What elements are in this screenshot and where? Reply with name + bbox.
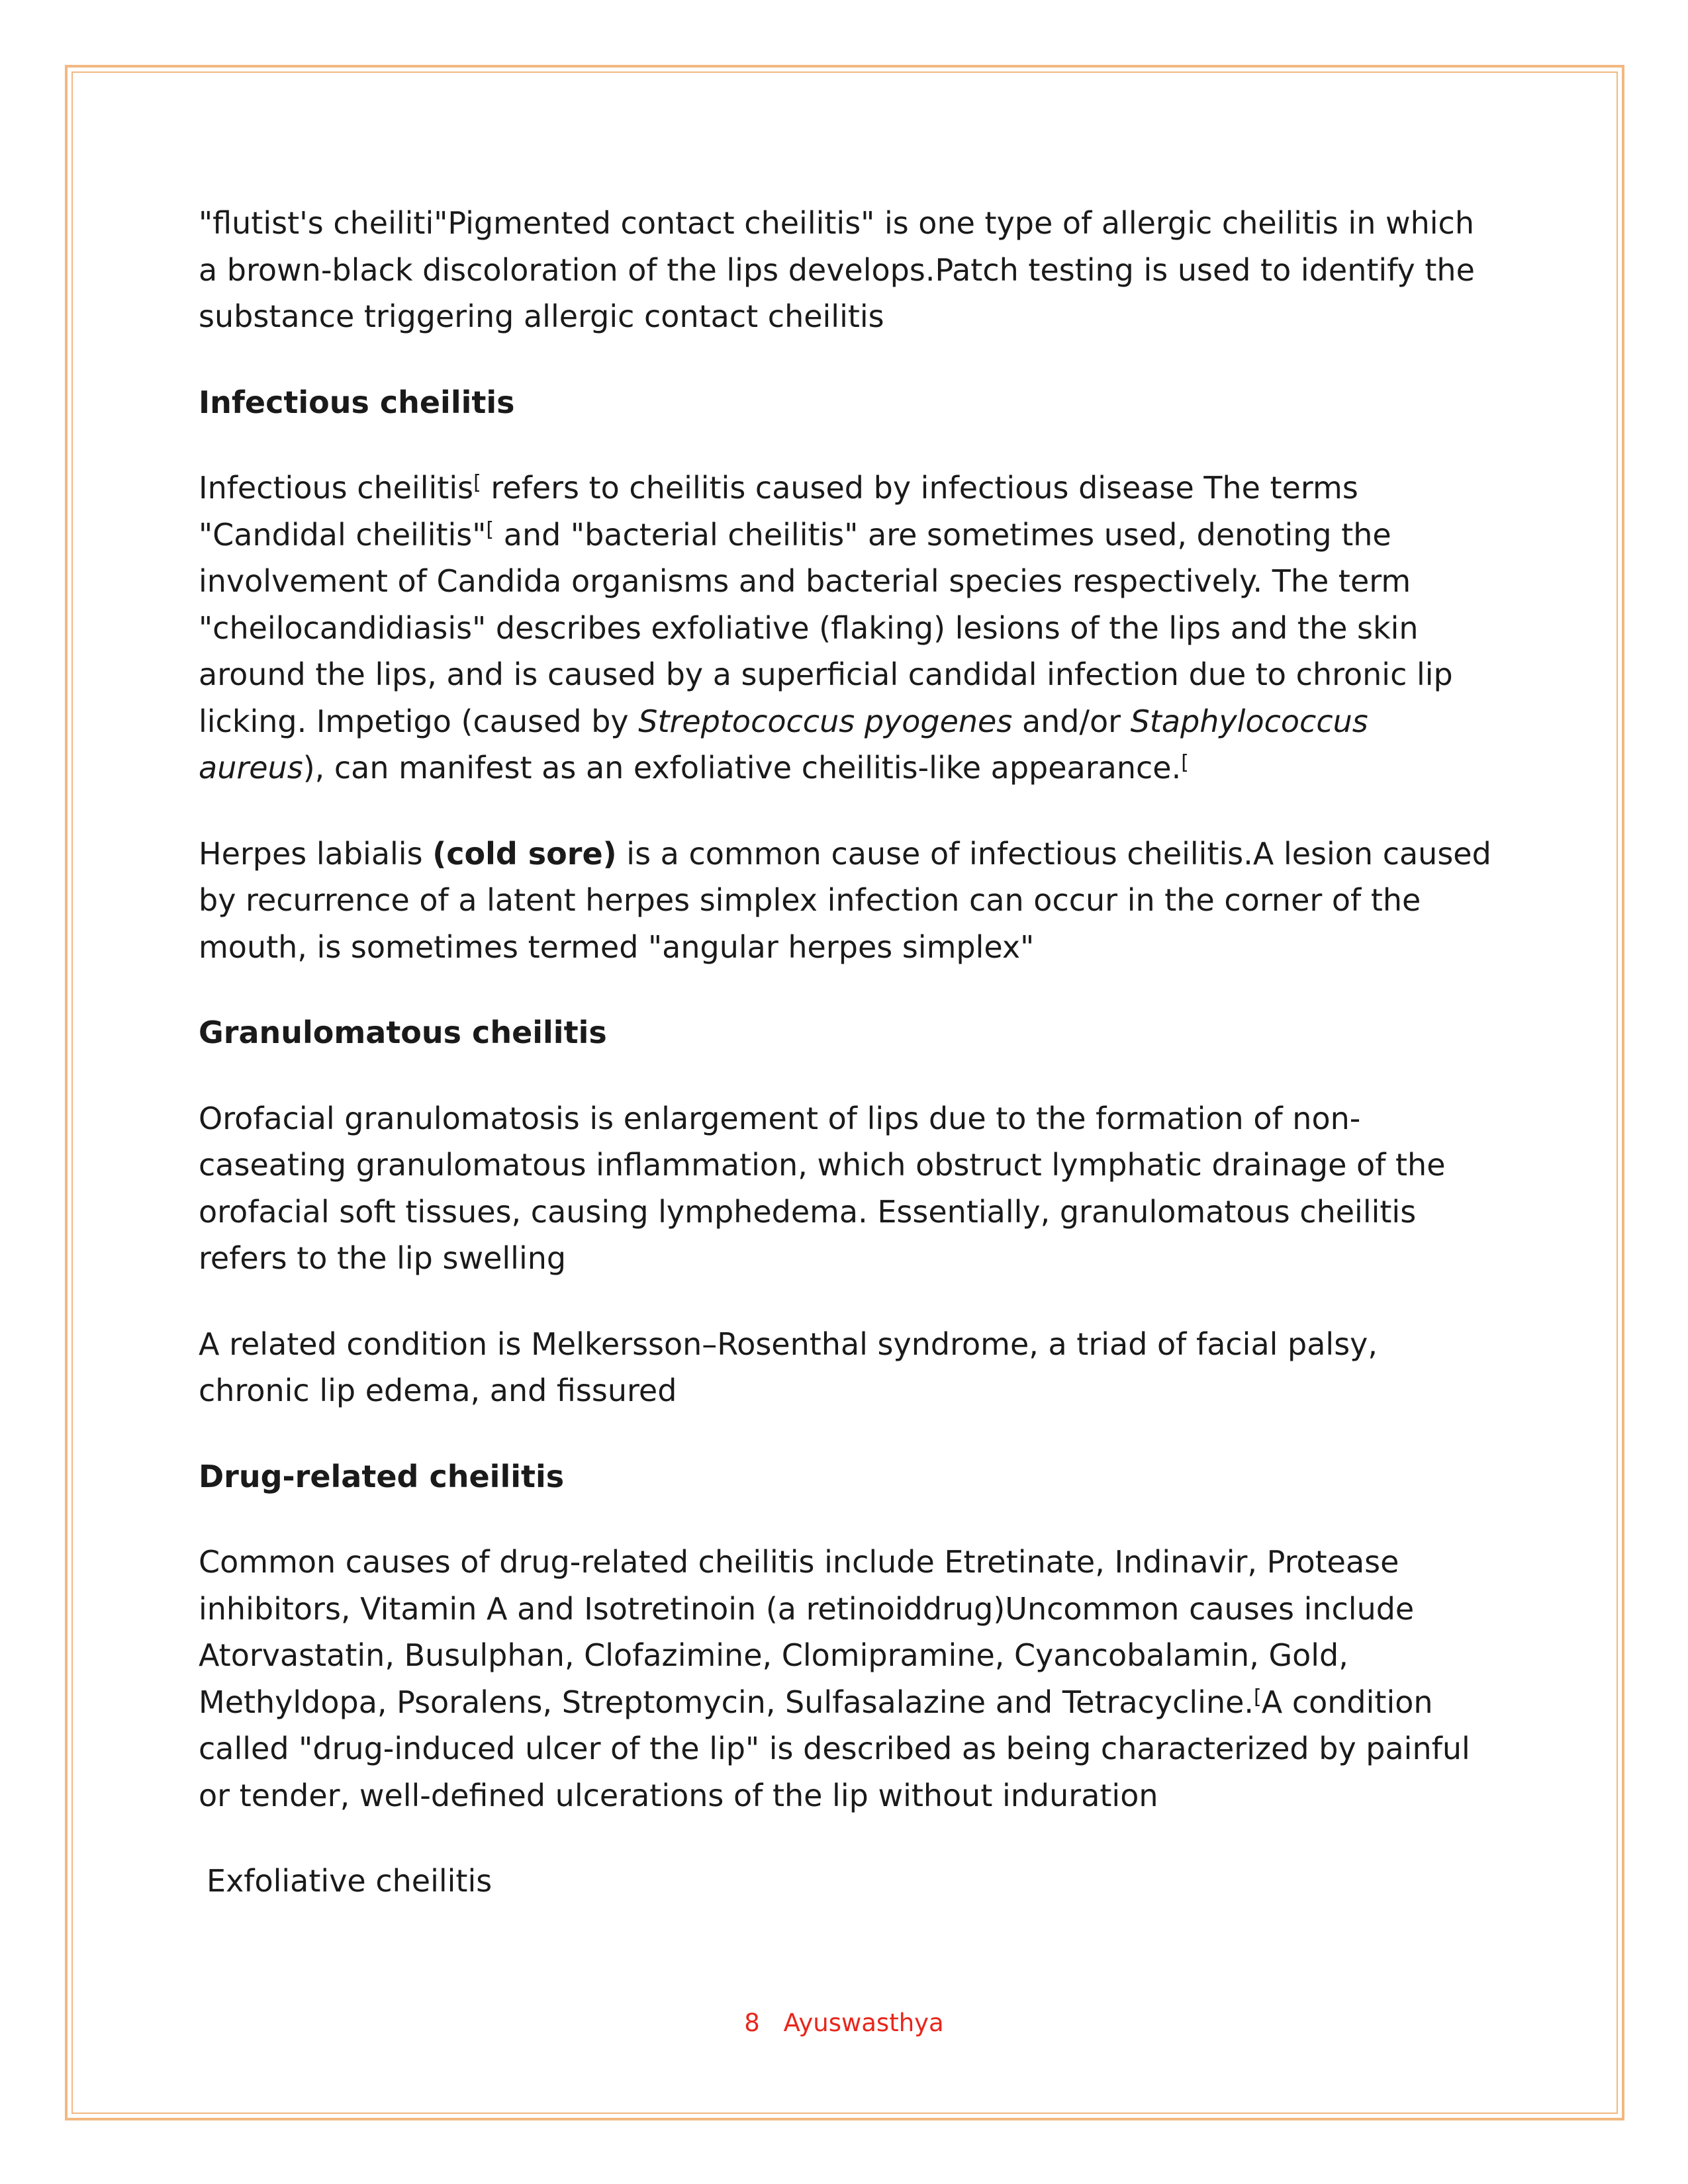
text-run: is a common cause of infectious cheilitis.A lesion caused by recurrence of a latent herpes simplex infection can occur in the corner of the mouth, is sometimes termed "angular herpes simplex"	[199, 835, 1491, 965]
text-run: and/or	[1012, 703, 1131, 739]
heading-drug-related-cheilitis: Drug-related cheilitis	[199, 1458, 565, 1494]
italic-species-name: Streptococcus pyogenes	[638, 703, 1013, 739]
paragraph-melkersson-rosenthal: A related condition is Melkersson–Rosenthal syndrome, a triad of facial palsy, chronic lip edema, and fissured	[199, 1326, 1378, 1408]
document-body	[199, 200, 1496, 1944]
page-number: 8	[744, 2009, 760, 2037]
paragraph-drug-related-causes	[199, 1539, 1496, 1819]
page-footer	[0, 2009, 1688, 2037]
paragraph-pigmented-contact-cheilitis: "flutist's cheiliti"Pigmented contact cheilitis" is one type of allergic cheilitis in which a brown-black discoloration of the lips develops.Patch testing is used to identify the substance triggering allergic contact cheilitis	[199, 205, 1475, 334]
text-run: ), can manifest as an exfoliative cheilitis-like appearance.	[303, 750, 1182, 786]
text-run: A condition called "drug-induced ulcer of the lip" is described as being characterized by painful or tender, well-defined ulcerations of the lip without induration	[199, 1684, 1470, 1813]
heading-infectious-cheilitis: Infectious cheilitis	[199, 384, 515, 420]
text-run: Infectious cheilitis	[199, 470, 474, 506]
reference-marker: [	[1181, 751, 1189, 774]
footer-title: Ayuswasthya	[783, 2009, 944, 2037]
heading-granulomatous-cheilitis: Granulomatous cheilitis	[199, 1015, 607, 1050]
italic-species-name: Staphylococcus aureus	[199, 703, 1368, 786]
text-run: Herpes labialis	[199, 835, 433, 872]
text-run: refers to cheilitis caused by infectious disease The terms "Candidal cheilitis"	[199, 470, 1358, 553]
reference-marker: [	[1254, 1685, 1262, 1709]
paragraph-orofacial-granulomatosis: Orofacial granulomatosis is enlargement of lips due to the formation of non-caseating granulomatous inflammation, which obstruct lymphatic drainage of the orofacial soft tissues, causing lymphedema. Essentially, granulomatous cheilitis refers to the lip swelling	[199, 1100, 1446, 1276]
bold-term: (cold sore)	[432, 835, 617, 872]
paragraph-herpes-labialis	[199, 831, 1496, 971]
paragraph-exfoliative-cheilitis: Exfoliative cheilitis	[207, 1863, 492, 1899]
text-run: and "bacterial cheilitis" are sometimes used, denoting the involvement of Candida organisms and bacterial species respectively. The term "cheilocandidiasis" describes exfoliative (flaking) lesions of the lips and the skin around the lips, and is caused by a superficial candidal infection due to chronic lip licking. Impetigo (caused by	[199, 516, 1453, 739]
paragraph-infectious-cheilitis	[199, 465, 1496, 792]
reference-marker: [	[486, 518, 494, 541]
reference-marker: [	[473, 471, 481, 494]
text-run: Common causes of drug-related cheilitis include Etretinate, Indinavir, Protease inhibitors, Vitamin A and Isotretinoin (a retinoiddrug)Uncommon causes include Atorvastatin, Busulphan, Clofazimine, Clomipramine, Cyancobalamin, Gold, Methyldopa, Psoralens, Streptomycin, Sulfasalazine and Tetracycline.	[199, 1544, 1415, 1720]
